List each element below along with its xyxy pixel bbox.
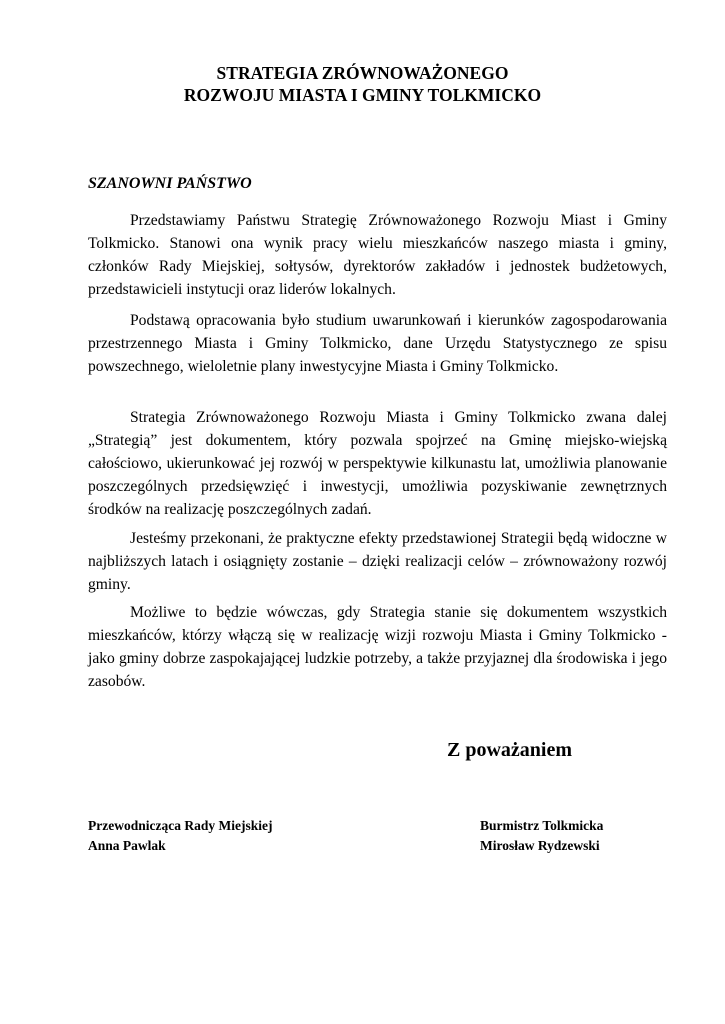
paragraph-4: Jesteśmy przekonani, że praktyczne efekty przedstawionej Strategii będą widoczne w najbliższych latach i osiągnięty zostanie – dzięki realizacji celów – zrównoważony rozwój gminy.	[88, 530, 667, 593]
signature-left-role: Przewodnicząca Rady Miejskiej	[88, 818, 273, 833]
greeting: SZANOWNI PAŃSTWO	[88, 175, 252, 192]
closing-phrase: Z poważaniem	[447, 739, 572, 761]
signature-left	[88, 816, 272, 856]
paragraph-1: Przedstawiamy Państwu Strategię Zrównoważonego Rozwoju Miast i Gminy Tolkmicko. Stanowi ona wynik pracy wielu mieszkańców naszego miasta i gminy, członków Rady Miejskiej, sołtysów, dyrektorów zakładów i jednostek budżetowych, przedstawicieli instytucji oraz liderów lokalnych.	[88, 212, 667, 298]
signature-left-name: Anna Pawlak	[88, 838, 166, 853]
signature-right	[480, 816, 603, 856]
document-title-line-1: STRATEGIA ZRÓWNOWAŻONEGO	[216, 63, 509, 83]
document-title-line-2: ROZWOJU MIASTA I GMINY TOLKMICKO	[183, 85, 542, 105]
signature-right-role: Burmistrz Tolkmicka	[480, 818, 604, 833]
paragraph-5: Możliwe to będzie wówczas, gdy Strategia stanie się dokumentem wszystkich mieszkańców, którzy włączą się w realizację wizji rozwoju Miasta i Gminy Tolkmicko - jako gminy dobrze zaspokajającej ludzkie potrzeby, a także przyjaznej dla środowiska i jego zasobów.	[88, 604, 667, 690]
signature-right-name: Mirosław Rydzewski	[480, 838, 600, 853]
paragraph-2: Podstawą opracowania było studium uwarunkowań i kierunków zagospodarowania przestrzennego Miasta i Gminy Tolkmicko, dane Urzędu Statystycznego ze spisu powszechnego, wieloletnie plany inwestycyjne Miasta i Gminy Tolkmicko.	[88, 312, 667, 375]
paragraph-3: Strategia Zrównoważonego Rozwoju Miasta i Gminy Tolkmicko zwana dalej „Strategią” jest dokumentem, który pozwala spojrzeć na Gminę miejsko-wiejską całościowo, ukierunkować jej rozwój w perspektywie kilkunastu lat, umożliwia planowanie poszczególnych przedsięwzięć i inwestycji, umożliwia pozyskiwanie zewnętrznych środków na realizację poszczególnych zadań.	[88, 409, 667, 518]
